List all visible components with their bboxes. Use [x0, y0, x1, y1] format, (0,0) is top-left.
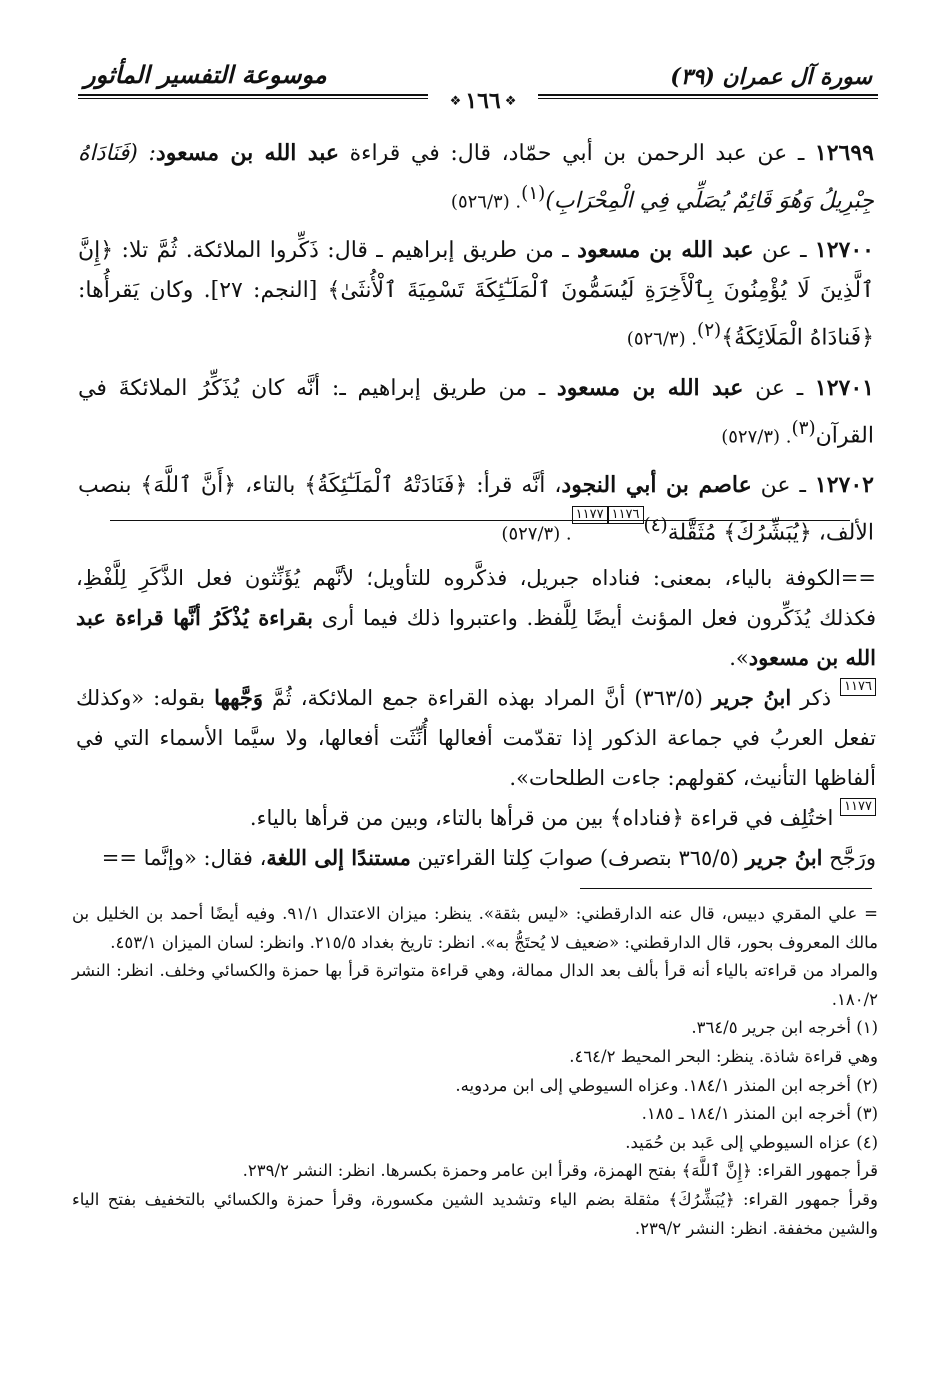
footnote: (٣) أخرجه ابن المنذر ١٨٤/١ ـ ١٨٥. [641, 1104, 878, 1124]
footnote: والمراد من قراءته بالياء أنه قرأ بألف بعد الدال ممالة، وهي قراءة متواترة قرأ بها حمزة والكسائي وخلف. انظر: النشر ١٨٠/٢. [72, 961, 878, 1009]
scholar-name: ابنُ جرير [745, 845, 823, 870]
source-reference: . (٥٢٧/٣) [501, 523, 572, 545]
cross-reference-box: ١١٧٧ [840, 798, 876, 816]
commentary-text: ، فقال: «وإنَّما == [101, 846, 267, 870]
narrator-name: عبد الله بن مسعود [577, 237, 754, 264]
cross-reference-box: ١١٧٦ [608, 506, 644, 524]
hadith-text: ـ عن [743, 375, 815, 401]
commentary-paragraph [76, 678, 876, 798]
narrator-name: عبد الله بن مسعود [556, 374, 744, 401]
surah-title: سورة آل عمران (٣٩) [670, 64, 872, 90]
page-number: ١٦٦ [465, 88, 501, 114]
footnote-marker: (٢) [697, 320, 722, 342]
ornament-icon: ❖ [449, 93, 462, 109]
commentary-emphasis: وَجَّهها [214, 685, 263, 710]
hadith-number: ١٢٧٠٠ [814, 237, 874, 264]
commentary-text: (٣٦٣/٥) أنَّ المراد بهذه القراءة جمع الملائكة، ثُمَّ [262, 686, 712, 710]
hadith-entry [78, 133, 874, 222]
source-reference: . (٥٢٧/٣) [721, 425, 792, 447]
hadith-text: ـ عن [753, 238, 815, 264]
hadith-entry [78, 368, 874, 457]
footnote: وهي قراءة شاذة. ينظر: البحر المحيط ٤٦٤/٢. [569, 1046, 878, 1066]
hadith-number: ١٢٦٩٩ [814, 140, 874, 166]
hadith-text: ، أنَّه قرأ: ﴿فَنَادَتْهُ ٱلْمَلَـٰٓئِكَةُ﴾ بالتاء، ﴿أَنَّ ٱللَّهَ﴾ بنصب الألف، ﴿يُبَشِّرُكَ﴾ مُثَقَّلة [78, 472, 874, 546]
hadith-entry [78, 230, 874, 359]
page-number-box [428, 90, 538, 112]
commentary-section [76, 558, 876, 878]
ornament-icon: ❖ [504, 93, 517, 109]
commentary-text: اختُلِف في قراءة ﴿فناداه﴾ بين من قرأها بالتاء، وبين من قرأها بالياء. [249, 806, 841, 830]
hadith-text: ـ عن عبد الرحمن بن أبي حمّاد، قال: في قراءة [339, 141, 815, 166]
footnote: = علي المقري دبيس، قال عنه الدارقطني: «ليس بثقة». ينظر: ميزان الاعتدال ٩١/١. وفيه أيضًا أحمد بن الخليل بن مالك المعروف بحور، قال الدارقطني: «ضعيف لا يُحتَجُّ به». انظر: تاريخ بغداد ٢١٥/٥. وانظر: لسان الميزان ٤٥٣/١. [72, 904, 878, 952]
hadith-text: ـ عن [751, 472, 815, 498]
commentary-paragraph [76, 798, 876, 838]
narrator-name: عاصم بن أبي النجود [561, 471, 752, 498]
commentary-paragraph [76, 558, 876, 678]
commentary-text: (٣٦٥/٥ بتصرف) صوابَ كِلتا القراءتين [410, 846, 746, 870]
running-header [78, 52, 878, 120]
cross-reference-box: ١١٧٧ [572, 506, 608, 524]
commentary-text: بقوله: «وكذلك تفعل العربُ في جماعة الذكور إذا تقدّمت أفعالها أُنِّثَت أفعالها، ولا سيَّما الأسماء التي في ألفاظها التأنيث، كقولهم: جاءت الطلحات». [76, 686, 876, 790]
footnote: (١) أخرجه ابن جرير ٣٦٤/٥. [691, 1018, 878, 1038]
scholar-name: ابنُ جرير [711, 685, 792, 710]
commentary-emphasis: مستندًا إلى اللغة [266, 845, 411, 870]
book-title: موسوعة التفسير المأثور [84, 60, 327, 89]
commentary-emphasis: بقراءة يُذْكَرُ أنَّها قراءة عبد الله بن مسعود [76, 605, 876, 670]
footnote: (٤) عزاه السيوطي إلى عَبد بن حُمَيد. [625, 1132, 878, 1152]
source-reference: . (٥٢٦/٣) [626, 328, 698, 350]
footnotes-section [72, 900, 878, 1243]
commentary-paragraph [76, 838, 876, 878]
footnote-marker: (٣) [791, 417, 816, 439]
section-divider [110, 520, 850, 521]
footnote: قرأ جمهور القراء: ﴿إِنَّ ٱللَّهَ﴾ بفتح الهمزة، وقرأ ابن عامر وحمزة بكسرها. انظر: النشر ٢٣٩/٢. [242, 1161, 878, 1181]
hadith-entry [78, 465, 874, 554]
hadith-number: ١٢٧٠٢ [814, 471, 874, 498]
footnote-separator [580, 888, 872, 889]
footnote-marker: (١) [521, 183, 546, 204]
hadith-list [78, 133, 874, 562]
footnote: (٢) أخرجه ابن المنذر ١٨٤/١. وعزاه السيوطي إلى ابن مردويه. [455, 1075, 878, 1095]
commentary-text: ورَجَّح [822, 846, 876, 870]
commentary-text: ». [729, 646, 749, 670]
hadith-text: : (فَنَادَاهُ جِبْرِيلُ وَهُوَ قَائِمٌ يُصَلِّي فِي الْمِحْرَابِ) [78, 141, 874, 214]
footnote-marker: (٤) [643, 514, 668, 536]
hadith-number: ١٢٧٠١ [814, 374, 874, 401]
source-reference: . (٥٢٦/٣) [450, 191, 522, 213]
footnote: وقرأ جمهور القراء: ﴿يُبَشِّرُكَ﴾ مثقلة بضم الياء وتشديد الشين مكسورة، وقرأ حمزة والكسائي بالتخفيف بفتح الياء والشين مخففة. انظر: النشر ٢٣٩/٢. [72, 1189, 878, 1238]
hadith-text: ـ من طريق إبراهيم ـ: أنَّه كان يُذَكِّرُ الملائكةَ في القرآن [78, 375, 874, 448]
hadith-text: ـ من طريق إبراهيم ـ قال: ذَكِّروا الملائكة. ثُمَّ تلا: ﴿إِنَّ ٱلَّذِينَ لَا يُؤْمِنُونَ بِٱلْأَخِرَةِ لَيُسَمُّونَ ٱلْمَلَـٰٓئِكَةَ تَسْمِيَةَ ٱلْأُنثَىٰ﴾ [النجم: ٢٧]. وكان يَقرأُها: ﴿فَنادَاهُ الْمَلَائِكَةُ﴾ [78, 238, 874, 351]
cross-reference-box: ١١٧٦ [840, 678, 876, 696]
commentary-text: ذكر [791, 686, 841, 710]
narrator-name: عبد الله بن مسعود [155, 140, 340, 166]
commentary-text: ==الكوفة بالياء، بمعنى: فناداه جبريل، فذكَّروه للتأويل؛ لأنَّهم يُؤَنِّثون فعل الذَّكَرِ لِلَّفْظِ، فكذلك يُذَكِّرون فعل المؤنث أيضًا لِلَّفظ. واعتبروا ذلك فيما أرى [76, 566, 876, 630]
